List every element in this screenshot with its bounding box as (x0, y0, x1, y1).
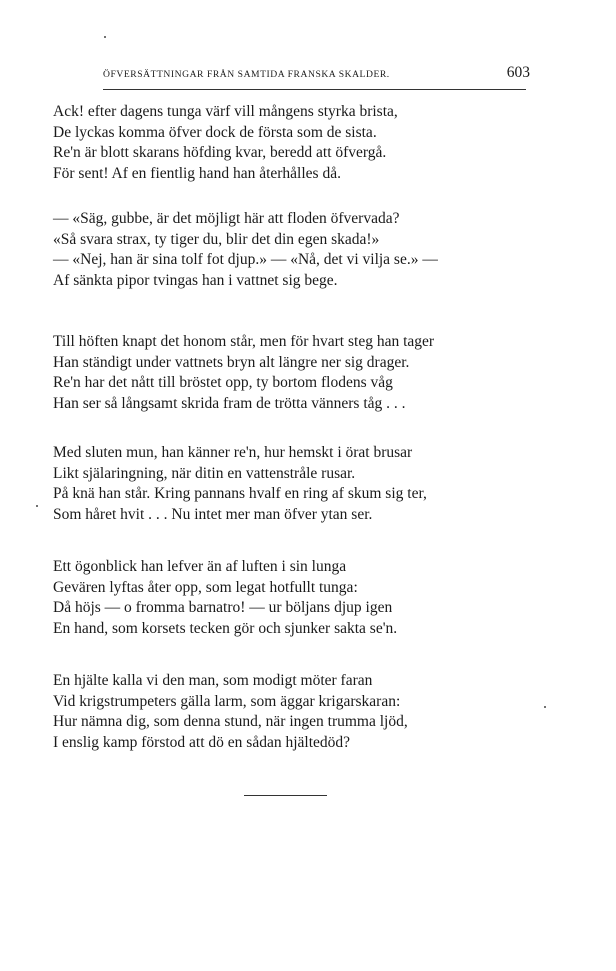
verse-line: I enslig kamp förstod att dö en sådan hjältedöd? (53, 733, 351, 751)
verse-line: På knä han står. Kring pannans hvalf en ring af skum sig ter, (53, 485, 427, 502)
verse-line: Gevären lyftas åter opp, som legat hotfullt tunga: (53, 578, 358, 596)
verse-line: Likt själaringning, när ditin en vattenstråle rusar. (53, 464, 356, 482)
verse-line: Som håret hvit . . . Nu intet mer man öfver ytan ser. (53, 505, 373, 523)
verse-line: Ack! efter dagens tunga värf vill mångens styrka brista, (53, 103, 398, 120)
verse-line: För sent! Af en fientlig hand han återhålles då. (53, 164, 341, 182)
stanza-5 (53, 557, 533, 639)
verse-line: Af sänkta pipor tvingas han i vattnet sig bege. (53, 271, 338, 289)
verse-line: «Så svara strax, ty tiger du, blir det din egen skada!» (53, 230, 380, 248)
print-speck (36, 505, 38, 507)
page-header (103, 64, 530, 86)
verse-line: — «Säg, gubbe, är det möjligt här att floden öfvervada? (53, 210, 400, 227)
header-rule (103, 89, 526, 90)
end-rule (244, 795, 327, 796)
verse-line: Med sluten mun, han känner re'n, hur hemskt i örat brusar (53, 444, 413, 461)
print-speck (104, 36, 106, 38)
stanza-2 (53, 209, 533, 291)
verse-line: En hjälte kalla vi den man, som modigt möter faran (53, 672, 373, 689)
verse-line: Vid krigstrumpeters gälla larm, som äggar krigarskaran: (53, 692, 401, 710)
running-title: ÖFVERSÄTTNINGAR FRÅN SAMTIDA FRANSKA SKALDER. (103, 69, 390, 80)
verse-line: Re'n har det nått till bröstet opp, ty bortom flodens våg (53, 374, 393, 391)
verse-line: De lyckas komma öfver dock de första som de sista. (53, 123, 377, 141)
verse-line: Han ständigt under vattnets bryn alt längre ner sig drager. (53, 353, 410, 371)
page-number: 603 (506, 64, 530, 81)
verse-line: Ett ögonblick han lefver än af luften i sin lunga (53, 558, 347, 575)
verse-line: Till höften knapt det honom står, men för hvart steg han tager (53, 333, 435, 350)
stanza-3 (53, 332, 533, 414)
print-speck (544, 706, 546, 708)
stanza-6 (53, 671, 533, 753)
verse-line: Han ser så långsamt skrida fram de trötta vänners tåg . . . (53, 394, 406, 412)
stanza-4 (53, 443, 533, 525)
verse-line: Hur nämna dig, som denna stund, när ingen trumma ljöd, (53, 713, 408, 730)
stanza-1 (53, 102, 533, 184)
verse-line: Re'n är blott skarans höfding kvar, beredd att öfvergå. (53, 144, 387, 161)
verse-line: — «Nej, han är sina tolf fot djup.» — «Nå, det vi vilja se.» — (53, 251, 438, 268)
verse-line: Då höjs — o fromma barnatro! — ur böljans djup igen (53, 599, 393, 616)
verse-line: En hand, som korsets tecken gör och sjunker sakta se'n. (53, 619, 398, 637)
